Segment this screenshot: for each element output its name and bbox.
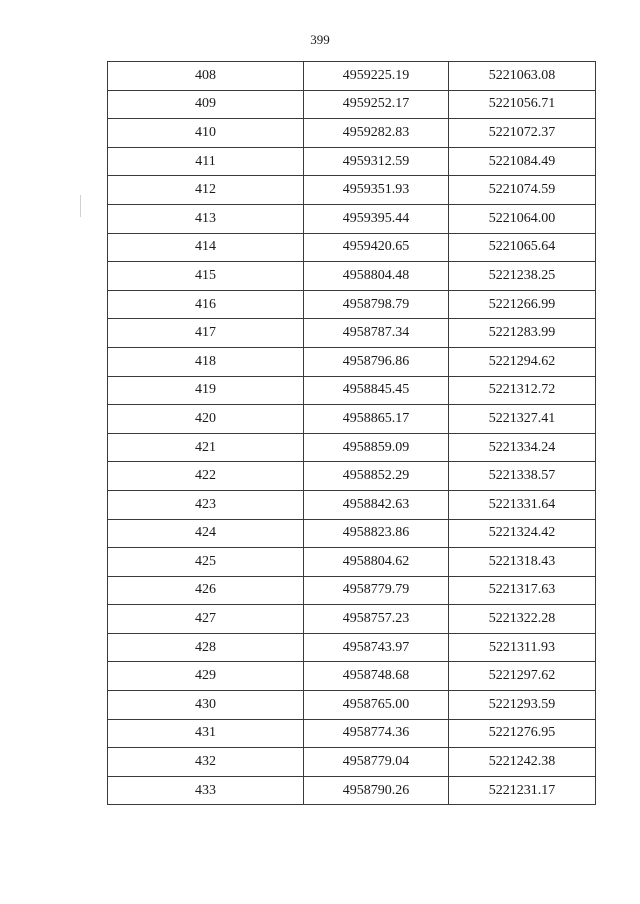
point-number-cell: 409: [108, 90, 304, 119]
y-coordinate-cell: 5221312.72: [449, 376, 596, 405]
point-number-cell: 422: [108, 462, 304, 491]
x-coordinate-cell: 4958804.48: [304, 262, 449, 291]
y-coordinate-cell: 5221276.95: [449, 719, 596, 748]
x-coordinate-cell: 4958757.23: [304, 605, 449, 634]
point-number-cell: 418: [108, 347, 304, 376]
x-coordinate-cell: 4958852.29: [304, 462, 449, 491]
y-coordinate-cell: 5221334.24: [449, 433, 596, 462]
y-coordinate-cell: 5221065.64: [449, 233, 596, 262]
x-coordinate-cell: 4959225.19: [304, 62, 449, 91]
x-coordinate-cell: 4958774.36: [304, 719, 449, 748]
point-number-cell: 419: [108, 376, 304, 405]
x-coordinate-cell: 4958842.63: [304, 490, 449, 519]
x-coordinate-cell: 4958845.45: [304, 376, 449, 405]
y-coordinate-cell: 5221331.64: [449, 490, 596, 519]
x-coordinate-cell: 4958798.79: [304, 290, 449, 319]
y-coordinate-cell: 5221064.00: [449, 204, 596, 233]
x-coordinate-cell: 4958804.62: [304, 548, 449, 577]
y-coordinate-cell: 5221317.63: [449, 576, 596, 605]
x-coordinate-cell: 4958765.00: [304, 691, 449, 720]
table-row: [108, 319, 596, 348]
y-coordinate-cell: 5221322.28: [449, 605, 596, 634]
point-number-cell: 412: [108, 176, 304, 205]
x-coordinate-cell: 4958823.86: [304, 519, 449, 548]
table-row: [108, 290, 596, 319]
y-coordinate-cell: 5221338.57: [449, 462, 596, 491]
y-coordinate-cell: 5221056.71: [449, 90, 596, 119]
table-row: [108, 490, 596, 519]
point-number-cell: 430: [108, 691, 304, 720]
y-coordinate-cell: 5221072.37: [449, 119, 596, 148]
point-number-cell: 426: [108, 576, 304, 605]
x-coordinate-cell: 4959252.17: [304, 90, 449, 119]
page-number: 399: [310, 32, 330, 47]
point-number-cell: 421: [108, 433, 304, 462]
x-coordinate-cell: 4958779.04: [304, 748, 449, 777]
y-coordinate-cell: 5221074.59: [449, 176, 596, 205]
table-row: [108, 548, 596, 577]
table-row: [108, 405, 596, 434]
x-coordinate-cell: 4959312.59: [304, 147, 449, 176]
x-coordinate-cell: 4958787.34: [304, 319, 449, 348]
point-number-cell: 428: [108, 633, 304, 662]
table-row: [108, 347, 596, 376]
x-coordinate-cell: 4959395.44: [304, 204, 449, 233]
table-row: [108, 605, 596, 634]
coordinate-table-body: [108, 62, 596, 805]
x-coordinate-cell: 4958859.09: [304, 433, 449, 462]
x-coordinate-cell: 4958790.26: [304, 776, 449, 805]
y-coordinate-cell: 5221283.99: [449, 319, 596, 348]
point-number-cell: 414: [108, 233, 304, 262]
table-row: [108, 90, 596, 119]
y-coordinate-cell: 5221063.08: [449, 62, 596, 91]
y-coordinate-cell: 5221311.93: [449, 633, 596, 662]
point-number-cell: 408: [108, 62, 304, 91]
x-coordinate-cell: 4958779.79: [304, 576, 449, 605]
point-number-cell: 429: [108, 662, 304, 691]
y-coordinate-cell: 5221324.42: [449, 519, 596, 548]
x-coordinate-cell: 4958743.97: [304, 633, 449, 662]
y-coordinate-cell: 5221294.62: [449, 347, 596, 376]
point-number-cell: 427: [108, 605, 304, 634]
table-row: [108, 662, 596, 691]
x-coordinate-cell: 4958748.68: [304, 662, 449, 691]
table-row: [108, 519, 596, 548]
y-coordinate-cell: 5221231.17: [449, 776, 596, 805]
x-coordinate-cell: 4958796.86: [304, 347, 449, 376]
y-coordinate-cell: 5221084.49: [449, 147, 596, 176]
point-number-cell: 411: [108, 147, 304, 176]
point-number-cell: 431: [108, 719, 304, 748]
x-coordinate-cell: 4958865.17: [304, 405, 449, 434]
table-row: [108, 176, 596, 205]
point-number-cell: 433: [108, 776, 304, 805]
point-number-cell: 410: [108, 119, 304, 148]
table-row: [108, 119, 596, 148]
table-row: [108, 147, 596, 176]
table-row: [108, 719, 596, 748]
y-coordinate-cell: 5221238.25: [449, 262, 596, 291]
y-coordinate-cell: 5221293.59: [449, 691, 596, 720]
y-coordinate-cell: 5221327.41: [449, 405, 596, 434]
point-number-cell: 425: [108, 548, 304, 577]
x-coordinate-cell: 4959282.83: [304, 119, 449, 148]
table-row: [108, 376, 596, 405]
table-row: [108, 62, 596, 91]
point-number-cell: 413: [108, 204, 304, 233]
y-coordinate-cell: 5221318.43: [449, 548, 596, 577]
table-row: [108, 633, 596, 662]
point-number-cell: 416: [108, 290, 304, 319]
table-row: [108, 433, 596, 462]
table-row: [108, 462, 596, 491]
point-number-cell: 415: [108, 262, 304, 291]
y-coordinate-cell: 5221297.62: [449, 662, 596, 691]
point-number-cell: 420: [108, 405, 304, 434]
coordinate-table: [107, 61, 596, 805]
point-number-cell: 423: [108, 490, 304, 519]
table-row: [108, 576, 596, 605]
point-number-cell: 417: [108, 319, 304, 348]
scan-artifact: [80, 195, 81, 217]
table-row: [108, 691, 596, 720]
x-coordinate-cell: 4959351.93: [304, 176, 449, 205]
x-coordinate-cell: 4959420.65: [304, 233, 449, 262]
point-number-cell: 432: [108, 748, 304, 777]
table-row: [108, 233, 596, 262]
point-number-cell: 424: [108, 519, 304, 548]
table-row: [108, 748, 596, 777]
table-row: [108, 204, 596, 233]
y-coordinate-cell: 5221242.38: [449, 748, 596, 777]
y-coordinate-cell: 5221266.99: [449, 290, 596, 319]
table-row: [108, 776, 596, 805]
table-row: [108, 262, 596, 291]
